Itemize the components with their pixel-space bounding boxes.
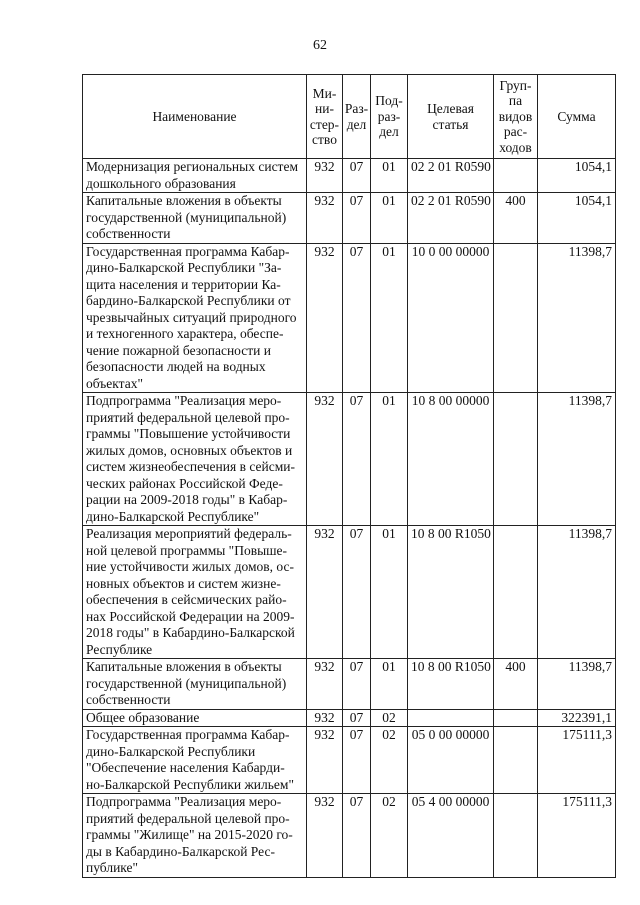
row-target-article: 10 0 00 00000 xyxy=(408,243,494,393)
row-name: Государственная программа Кабар- дино-Балкарской Республики "За- щита населения и территории Ка- бардино-Балкарской Республики от чрезвычайных ситуаций природного и техногенного характера, обеспе- чение пожарной безопасности и безопасности людей на водных объектах" xyxy=(83,243,307,393)
row-ministry: 932 xyxy=(307,243,343,393)
row-ministry: 932 xyxy=(307,794,343,878)
header-sum: Сумма xyxy=(538,75,616,159)
header-target-article: Целевая статья xyxy=(408,75,494,159)
row-section: 07 xyxy=(343,393,371,526)
row-sum: 11398,7 xyxy=(538,243,616,393)
row-ministry: 932 xyxy=(307,393,343,526)
row-subsection: 01 xyxy=(371,243,408,393)
row-expense-group xyxy=(494,526,538,659)
row-name: Капитальные вложения в объекты государственной (муниципальной) собственности xyxy=(83,659,307,710)
table-row xyxy=(83,243,616,393)
row-subsection: 02 xyxy=(371,727,408,794)
row-subsection: 01 xyxy=(371,193,408,244)
row-target-article: 10 8 00 R1050 xyxy=(408,659,494,710)
table-row xyxy=(83,709,616,727)
row-subsection: 02 xyxy=(371,709,408,727)
row-name: Государственная программа Кабар- дино-Балкарской Республики "Обеспечение населения Кабарди- но-Балкарской Республики жильем" xyxy=(83,727,307,794)
row-name: Подпрограмма "Реализация меро- приятий федеральной целевой про- граммы "Повышение устойчивости жилых домов, основных объектов и систем жизнеобеспечения в сейсми- ческих районах Российской Феде- рации на 2009-2018 годы" в Кабар- дино-Балкарской Республике" xyxy=(83,393,307,526)
row-sum: 175111,3 xyxy=(538,727,616,794)
row-target-article: 10 8 00 00000 xyxy=(408,393,494,526)
row-sum: 322391,1 xyxy=(538,709,616,727)
row-sum: 1054,1 xyxy=(538,193,616,244)
header-name: Наименование xyxy=(83,75,307,159)
row-target-article: 10 8 00 R1050 xyxy=(408,526,494,659)
row-sum: 175111,3 xyxy=(538,794,616,878)
row-name: Реализация мероприятий федераль- ной целевой программы "Повыше- ние устойчивости жилых домов, ос- новных объектов и систем жизне- обеспечения в сейсмических райо- нах Российской Федерации на 2009- 2018 годы" в Кабардино-Балкарской Республике xyxy=(83,526,307,659)
row-section: 07 xyxy=(343,709,371,727)
row-subsection: 01 xyxy=(371,393,408,526)
row-subsection: 01 xyxy=(371,159,408,193)
row-sum: 11398,7 xyxy=(538,393,616,526)
header-expense-group: Груп- па видов рас- ходов xyxy=(494,75,538,159)
row-expense-group xyxy=(494,393,538,526)
row-subsection: 01 xyxy=(371,526,408,659)
row-ministry: 932 xyxy=(307,526,343,659)
table-row xyxy=(83,794,616,878)
row-expense-group xyxy=(494,159,538,193)
row-ministry: 932 xyxy=(307,659,343,710)
table-row xyxy=(83,526,616,659)
row-section: 07 xyxy=(343,526,371,659)
row-ministry: 932 xyxy=(307,709,343,727)
row-target-article: 02 2 01 R0590 xyxy=(408,159,494,193)
header-section: Раз- дел xyxy=(343,75,371,159)
row-target-article xyxy=(408,709,494,727)
row-subsection: 01 xyxy=(371,659,408,710)
table-row xyxy=(83,659,616,710)
row-sum: 1054,1 xyxy=(538,159,616,193)
row-ministry: 932 xyxy=(307,727,343,794)
row-target-article: 05 0 00 00000 xyxy=(408,727,494,794)
row-name: Подпрограмма "Реализация меро- приятий федеральной целевой про- граммы "Жилище" на 2015-2020 го- ды в Кабардино-Балкарской Рес- публике" xyxy=(83,794,307,878)
row-expense-group xyxy=(494,243,538,393)
row-expense-group xyxy=(494,709,538,727)
page-number: 62 xyxy=(313,38,327,53)
header-ministry: Ми- ни- стер- ство xyxy=(307,75,343,159)
row-expense-group: 400 xyxy=(494,659,538,710)
table-row xyxy=(83,159,616,193)
row-section: 07 xyxy=(343,159,371,193)
table-row xyxy=(83,393,616,526)
row-name: Капитальные вложения в объекты государственной (муниципальной) собственности xyxy=(83,193,307,244)
row-section: 07 xyxy=(343,794,371,878)
row-section: 07 xyxy=(343,659,371,710)
row-name: Общее образование xyxy=(83,709,307,727)
budget-table xyxy=(82,74,616,878)
row-section: 07 xyxy=(343,727,371,794)
row-section: 07 xyxy=(343,243,371,393)
row-subsection: 02 xyxy=(371,794,408,878)
table-header-row xyxy=(83,75,616,159)
table-row xyxy=(83,193,616,244)
row-ministry: 932 xyxy=(307,159,343,193)
row-sum: 11398,7 xyxy=(538,526,616,659)
table-row xyxy=(83,727,616,794)
row-name: Модернизация региональных систем дошкольного образования xyxy=(83,159,307,193)
header-subsection: Под- раз- дел xyxy=(371,75,408,159)
row-expense-group xyxy=(494,727,538,794)
row-sum: 11398,7 xyxy=(538,659,616,710)
row-ministry: 932 xyxy=(307,193,343,244)
row-expense-group: 400 xyxy=(494,193,538,244)
row-expense-group xyxy=(494,794,538,878)
row-target-article: 05 4 00 00000 xyxy=(408,794,494,878)
row-section: 07 xyxy=(343,193,371,244)
row-target-article: 02 2 01 R0590 xyxy=(408,193,494,244)
